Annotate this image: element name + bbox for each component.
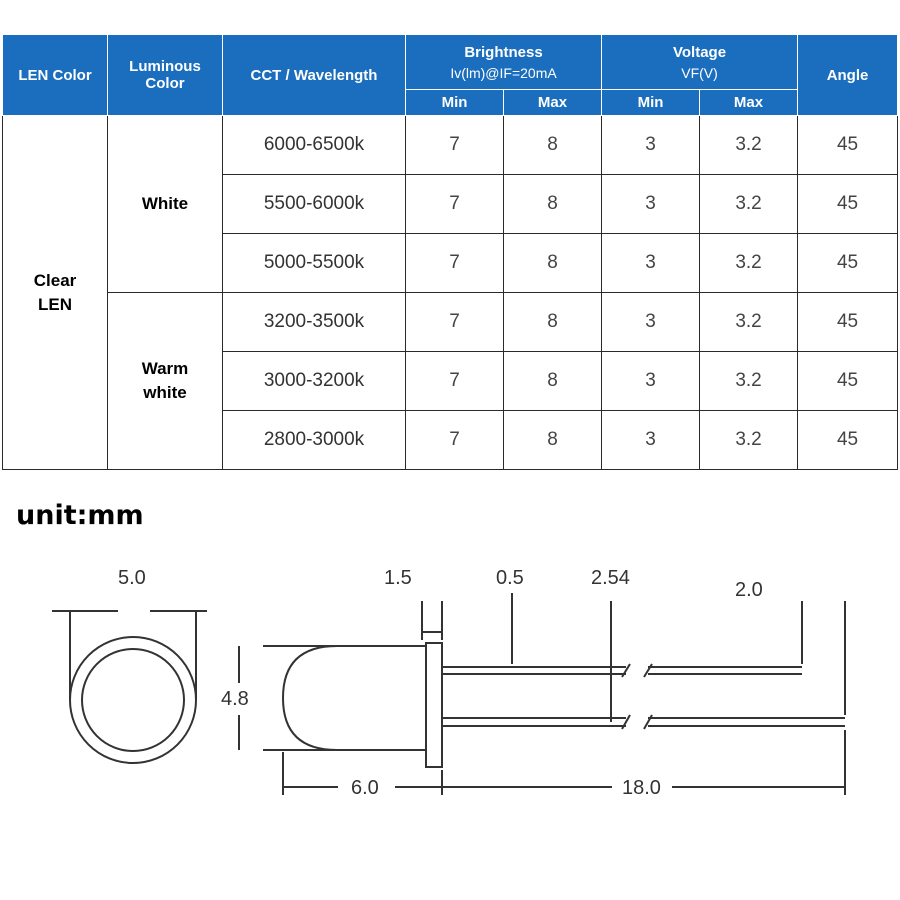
dim-diameter: 5.0 <box>118 567 146 589</box>
led-inner-circle <box>82 649 184 751</box>
header-cct: CCT / Wavelength <box>223 35 406 116</box>
brightness-min-cell: 7 <box>406 352 504 411</box>
brightness-max-cell: 8 <box>504 116 602 175</box>
dim-lead-offset: 2.0 <box>735 579 763 601</box>
header-len-color: LEN Color <box>3 35 108 116</box>
angle-cell: 45 <box>798 116 898 175</box>
header-voltage-min: Min <box>602 90 700 116</box>
dim-body-height: 4.8 <box>221 688 249 710</box>
header-voltage-max: Max <box>700 90 798 116</box>
voltage-min-cell: 3 <box>602 234 700 293</box>
voltage-max-cell: 3.2 <box>700 293 798 352</box>
voltage-max-cell: 3.2 <box>700 116 798 175</box>
cct-cell: 2800-3000k <box>223 411 406 470</box>
brightness-min-cell: 7 <box>406 293 504 352</box>
voltage-min-cell: 3 <box>602 116 700 175</box>
table-row <box>3 293 898 352</box>
dim-flange: 1.5 <box>384 567 412 589</box>
voltage-min-cell: 3 <box>602 352 700 411</box>
voltage-min-cell: 3 <box>602 175 700 234</box>
dim-lead-length: 18.0 <box>622 777 661 799</box>
brightness-max-cell: 8 <box>504 234 602 293</box>
header-brightness-max: Max <box>504 90 602 116</box>
voltage-min-cell: 3 <box>602 411 700 470</box>
cct-cell: 3000-3200k <box>223 352 406 411</box>
brightness-min-cell: 7 <box>406 116 504 175</box>
header-voltage-sub: VF(V) <box>681 64 718 81</box>
lead-break-1 <box>622 664 630 677</box>
angle-cell: 45 <box>798 293 898 352</box>
brightness-min-cell: 7 <box>406 175 504 234</box>
brightness-max-cell: 8 <box>504 352 602 411</box>
header-brightness <box>406 35 602 90</box>
header-angle: Angle <box>798 35 898 116</box>
cct-cell: 6000-6500k <box>223 116 406 175</box>
header-voltage <box>602 35 798 90</box>
header-brightness-title: Brightness <box>464 43 543 61</box>
led-outer-circle <box>70 637 196 763</box>
brightness-min-cell: 7 <box>406 234 504 293</box>
voltage-min-cell: 3 <box>602 293 700 352</box>
voltage-max-cell: 3.2 <box>700 234 798 293</box>
table-row <box>3 116 898 175</box>
dim-lead-pitch: 2.54 <box>591 567 630 589</box>
brightness-max-cell: 8 <box>504 293 602 352</box>
cct-cell: 5500-6000k <box>223 175 406 234</box>
angle-cell: 45 <box>798 411 898 470</box>
brightness-max-cell: 8 <box>504 411 602 470</box>
lead-break-2 <box>644 664 652 677</box>
luminous-color-cell: White <box>108 116 223 293</box>
cct-cell: 3200-3500k <box>223 293 406 352</box>
angle-cell: 45 <box>798 234 898 293</box>
dim-lead-width: 0.5 <box>496 567 524 589</box>
voltage-max-cell: 3.2 <box>700 175 798 234</box>
angle-cell: 45 <box>798 352 898 411</box>
spec-table <box>2 34 898 470</box>
voltage-max-cell: 3.2 <box>700 411 798 470</box>
led-dimension-drawing <box>0 540 900 840</box>
header-brightness-sub: Iv(lm)@IF=20mA <box>450 64 557 81</box>
luminous-color-cell: Warm white <box>108 293 223 470</box>
unit-label: unit:mm <box>16 500 144 531</box>
header-luminous-color: Luminous Color <box>108 35 223 116</box>
led-flange <box>426 643 442 767</box>
dim-body-length: 6.0 <box>351 777 379 799</box>
brightness-max-cell: 8 <box>504 175 602 234</box>
len-color-cell: Clear LEN <box>3 116 108 470</box>
header-voltage-title: Voltage <box>672 43 727 61</box>
led-body <box>283 646 426 750</box>
cct-cell: 5000-5500k <box>223 234 406 293</box>
voltage-max-cell: 3.2 <box>700 352 798 411</box>
angle-cell: 45 <box>798 175 898 234</box>
brightness-min-cell: 7 <box>406 411 504 470</box>
header-brightness-min: Min <box>406 90 504 116</box>
